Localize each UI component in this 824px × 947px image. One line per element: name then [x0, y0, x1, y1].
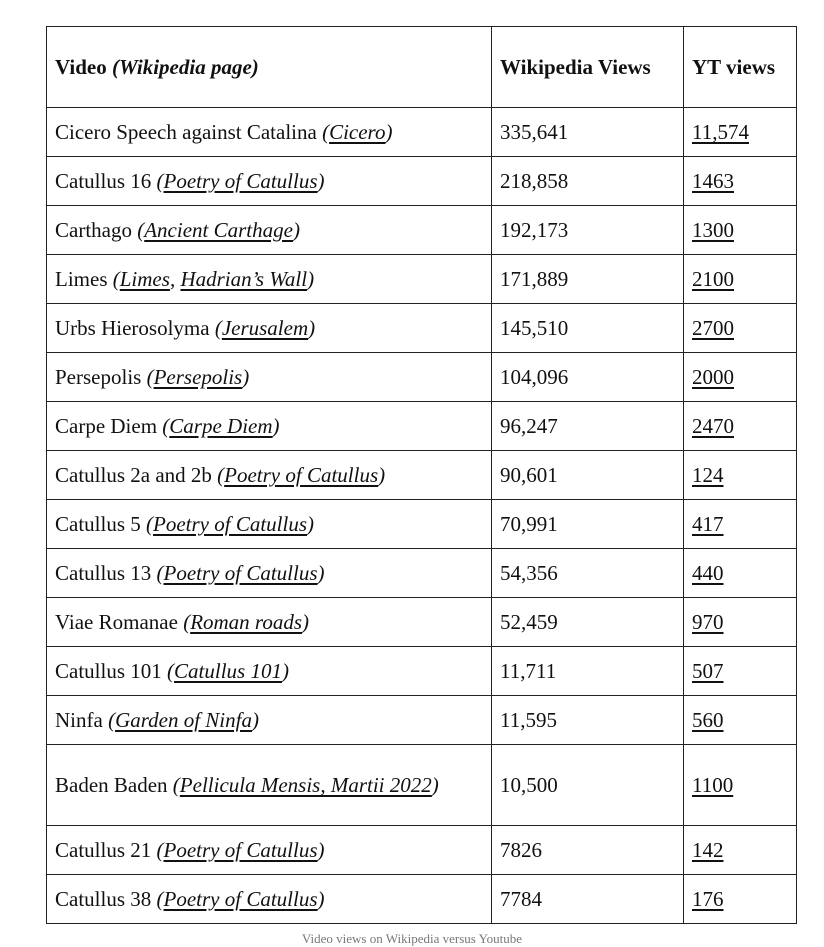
video-cell — [47, 206, 492, 255]
wikipedia-page-link[interactable]: Garden of Ninfa — [115, 708, 252, 732]
yt-views-cell — [684, 500, 797, 549]
yt-views-cell — [684, 206, 797, 255]
video-cell — [47, 598, 492, 647]
yt-views-cell — [684, 826, 797, 875]
table-row — [47, 598, 797, 647]
wikipedia-views-cell: 218,858 — [492, 157, 684, 206]
table-header-row — [47, 27, 797, 108]
wikipedia-page-link[interactable]: Poetry of Catullus — [163, 561, 318, 585]
table-row — [47, 157, 797, 206]
video-title: Catullus 13 — [55, 561, 152, 585]
video-cell — [47, 875, 492, 924]
video-title: Cicero Speech against Catalina — [55, 120, 317, 144]
yt-views-cell — [684, 598, 797, 647]
table-row — [47, 353, 797, 402]
yt-views-cell — [684, 451, 797, 500]
wikipedia-page-link[interactable]: Pellicula Mensis, Martii 2022 — [179, 773, 432, 797]
yt-views-cell — [684, 696, 797, 745]
header-video-label: Video — [55, 55, 107, 79]
video-title: Persepolis — [55, 365, 142, 389]
video-cell — [47, 826, 492, 875]
wikipedia-views-cell: 10,500 — [492, 745, 684, 826]
wikipedia-views-cell: 171,889 — [492, 255, 684, 304]
yt-views-cell — [684, 157, 797, 206]
wikipedia-page-group: (Garden of Ninfa) — [108, 708, 259, 732]
yt-views-link[interactable]: 2470 — [692, 414, 734, 438]
video-cell — [47, 157, 492, 206]
wikipedia-page-link[interactable]: Catullus 101 — [174, 659, 282, 683]
wikipedia-page-link[interactable]: Poetry of Catullus — [224, 463, 379, 487]
table-row — [47, 108, 797, 157]
yt-views-link[interactable]: 124 — [692, 463, 724, 487]
video-cell — [47, 402, 492, 451]
yt-views-cell — [684, 875, 797, 924]
video-cell — [47, 451, 492, 500]
video-cell — [47, 304, 492, 353]
yt-views-cell — [684, 647, 797, 696]
wikipedia-page-group: (Jerusalem) — [214, 316, 316, 340]
table-row — [47, 500, 797, 549]
wikipedia-page-link[interactable]: Roman roads — [190, 610, 302, 634]
wikipedia-page-link[interactable]: Jerusalem — [221, 316, 309, 340]
wikipedia-page-group: (Limes, Hadrian’s Wall) — [112, 267, 315, 291]
wikipedia-page-group: (Cicero) — [322, 120, 393, 144]
video-cell — [47, 353, 492, 402]
header-video-italic: (Wikipedia page) — [111, 55, 259, 79]
wikipedia-views-cell: 96,247 — [492, 402, 684, 451]
table-row — [47, 826, 797, 875]
video-title: Baden Baden — [55, 773, 168, 797]
yt-views-cell — [684, 108, 797, 157]
wikipedia-page-group: (Pellicula Mensis, Martii 2022) — [172, 773, 439, 797]
wikipedia-page-link[interactable]: Limes — [119, 267, 170, 291]
yt-views-link[interactable]: 1100 — [692, 773, 734, 797]
wikipedia-page-group: (Poetry of Catullus) — [217, 463, 386, 487]
wikipedia-page-group: (Roman roads) — [183, 610, 309, 634]
header-video — [47, 27, 492, 108]
video-cell — [47, 255, 492, 304]
video-title: Ninfa — [55, 708, 103, 732]
yt-views-cell — [684, 304, 797, 353]
yt-views-cell — [684, 549, 797, 598]
table-caption: Video views on Wikipedia versus Youtube — [301, 931, 523, 946]
video-cell — [47, 647, 492, 696]
views-table-container — [46, 26, 796, 924]
yt-views-cell — [684, 402, 797, 451]
yt-views-link[interactable]: 1463 — [692, 169, 734, 193]
yt-views-cell — [684, 255, 797, 304]
video-cell — [47, 745, 492, 826]
wikipedia-page-link[interactable]: Persepolis — [153, 365, 243, 389]
views-table — [46, 26, 797, 924]
table-row — [47, 549, 797, 598]
yt-views-link[interactable]: 440 — [692, 561, 724, 585]
table-row — [47, 745, 797, 826]
wikipedia-page-group: (Poetry of Catullus) — [156, 169, 325, 193]
yt-views-link[interactable]: 560 — [692, 708, 724, 732]
wikipedia-views-cell: 11,711 — [492, 647, 684, 696]
video-cell — [47, 696, 492, 745]
video-cell — [47, 108, 492, 157]
header-yt-views: YT views — [684, 27, 797, 108]
yt-views-link[interactable]: 2000 — [692, 365, 734, 389]
table-row — [47, 255, 797, 304]
table-body — [47, 108, 797, 924]
yt-views-cell — [684, 745, 797, 826]
wikipedia-views-cell: 145,510 — [492, 304, 684, 353]
wikipedia-views-cell: 7784 — [492, 875, 684, 924]
video-title: Urbs Hierosolyma — [55, 316, 210, 340]
yt-views-link[interactable]: 970 — [692, 610, 724, 634]
wikipedia-page-group: (Poetry of Catullus) — [156, 887, 325, 911]
table-row — [47, 304, 797, 353]
wikipedia-page-group: (Catullus 101) — [167, 659, 289, 683]
wikipedia-views-cell: 192,173 — [492, 206, 684, 255]
wikipedia-page-link[interactable]: Carpe Diem — [169, 414, 273, 438]
video-cell — [47, 500, 492, 549]
table-row — [47, 875, 797, 924]
wikipedia-page-group: (Carpe Diem) — [162, 414, 280, 438]
video-title: Carpe Diem — [55, 414, 158, 438]
video-title: Catullus 5 — [55, 512, 141, 536]
table-row — [47, 451, 797, 500]
table-row — [47, 696, 797, 745]
wikipedia-page-link[interactable]: Poetry of Catullus — [163, 887, 318, 911]
wikipedia-page-group: (Poetry of Catullus) — [156, 838, 325, 862]
wikipedia-page-link[interactable]: Poetry of Catullus — [163, 838, 318, 862]
wikipedia-page-link[interactable]: Poetry of Catullus — [153, 512, 308, 536]
video-title: Viae Romanae — [55, 610, 178, 634]
wikipedia-page-link[interactable]: Cicero — [329, 120, 386, 144]
yt-views-cell — [684, 353, 797, 402]
header-wikipedia-views: Wikipedia Views — [492, 27, 684, 108]
video-title: Carthago — [55, 218, 132, 242]
yt-views-link[interactable]: 2100 — [692, 267, 734, 291]
wikipedia-page-link[interactable]: Hadrian’s Wall — [180, 267, 308, 291]
yt-views-link[interactable]: 507 — [692, 659, 724, 683]
video-cell — [47, 549, 492, 598]
wikipedia-views-cell: 70,991 — [492, 500, 684, 549]
table-row — [47, 402, 797, 451]
wikipedia-page-link[interactable]: Ancient Carthage — [144, 218, 293, 242]
video-title: Catullus 38 — [55, 887, 152, 911]
wikipedia-page-group: (Ancient Carthage) — [137, 218, 300, 242]
table-row — [47, 647, 797, 696]
wikipedia-views-cell: 54,356 — [492, 549, 684, 598]
wikipedia-views-cell: 7826 — [492, 826, 684, 875]
video-title: Limes — [55, 267, 108, 291]
yt-views-link[interactable]: 142 — [692, 838, 724, 862]
wikipedia-views-cell: 90,601 — [492, 451, 684, 500]
wikipedia-page-group: (Poetry of Catullus) — [156, 561, 325, 585]
video-title: Catullus 101 — [55, 659, 162, 683]
yt-views-link[interactable]: 417 — [692, 512, 724, 536]
video-title: Catullus 21 — [55, 838, 152, 862]
wikipedia-page-group: (Persepolis) — [146, 365, 250, 389]
wikipedia-views-cell: 104,096 — [492, 353, 684, 402]
wikipedia-views-cell: 11,595 — [492, 696, 684, 745]
table-row — [47, 206, 797, 255]
yt-views-link[interactable]: 2700 — [692, 316, 734, 340]
yt-views-link[interactable]: 1300 — [692, 218, 734, 242]
wikipedia-views-cell: 335,641 — [492, 108, 684, 157]
wikipedia-page-link[interactable]: Poetry of Catullus — [163, 169, 318, 193]
yt-views-link[interactable]: 11,574 — [692, 120, 749, 144]
wikipedia-page-group: (Poetry of Catullus) — [146, 512, 315, 536]
video-title: Catullus 16 — [55, 169, 152, 193]
yt-views-link[interactable]: 176 — [692, 887, 724, 911]
wikipedia-views-cell: 52,459 — [492, 598, 684, 647]
video-title: Catullus 2a and 2b — [55, 463, 212, 487]
